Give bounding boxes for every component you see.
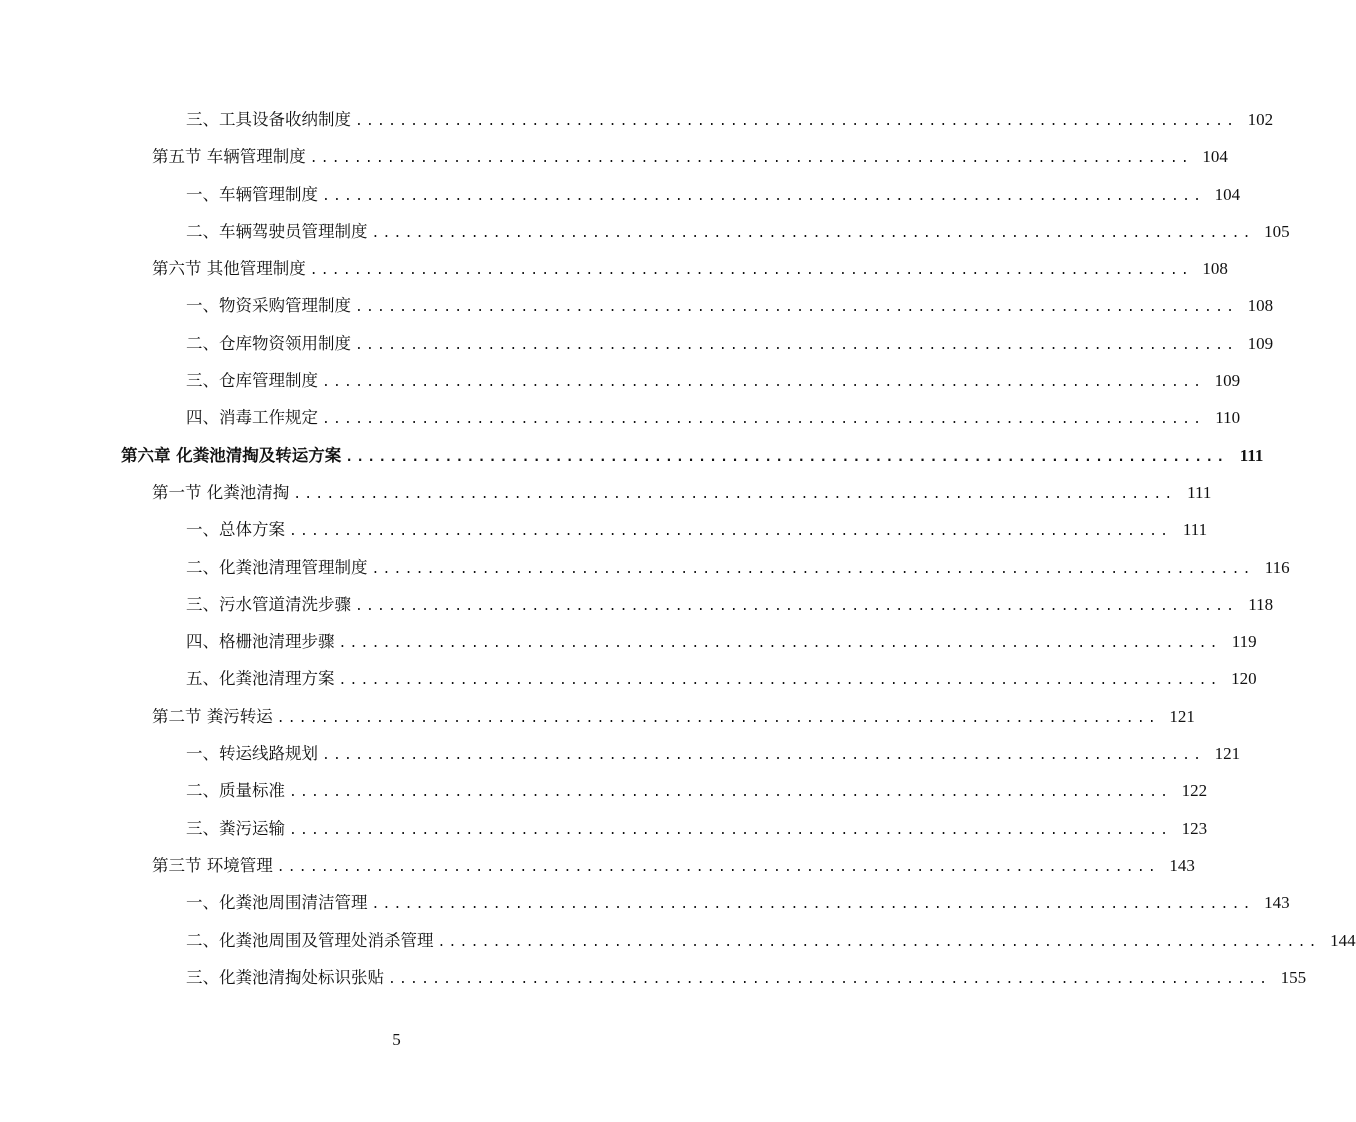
toc-entry-item[interactable] <box>0 213 1290 250</box>
toc-entry-title: 四、格栅池清理步骤 <box>186 632 335 652</box>
toc-entry-row <box>186 287 1274 324</box>
toc-dot-leader: ................................................................................ <box>355 337 1238 353</box>
toc-entry-page-number: 123 <box>1181 818 1208 838</box>
toc-entry-title: 第一节 化粪池清掏 <box>152 482 290 502</box>
toc-list <box>0 101 1356 996</box>
toc-entry-row <box>186 884 1290 921</box>
toc-entry-page-number: 111 <box>1239 445 1264 465</box>
toc-entry-section[interactable] <box>0 847 1195 884</box>
toc-entry-item[interactable] <box>0 586 1274 623</box>
toc-entry-page-number: 111 <box>1182 520 1208 540</box>
toc-entry-row <box>152 847 1195 884</box>
toc-entry-item[interactable] <box>0 623 1257 660</box>
toc-entry-title: 一、总体方案 <box>186 520 285 540</box>
toc-entry-item[interactable] <box>0 884 1290 921</box>
toc-dot-leader: ................................................................................ <box>322 375 1205 391</box>
toc-dot-leader: ................................................................................ <box>355 300 1238 316</box>
toc-dot-leader: ................................................................................ <box>338 673 1221 689</box>
toc-entry-title: 三、化粪池清掏处标识张贴 <box>186 967 384 987</box>
toc-dot-leader: ................................................................................ <box>345 449 1228 465</box>
toc-entry-row <box>186 623 1257 660</box>
toc-entry-page-number: 155 <box>1280 967 1307 987</box>
toc-entry-title: 第六节 其他管理制度 <box>152 259 306 279</box>
toc-dot-leader: ................................................................................ <box>309 263 1192 279</box>
toc-entry-item[interactable] <box>0 735 1241 772</box>
toc-entry-page-number: 143 <box>1264 893 1290 913</box>
toc-entry-item[interactable] <box>0 399 1241 436</box>
toc-entry-page-number: 109 <box>1247 333 1274 353</box>
toc-entry-section[interactable] <box>0 138 1228 175</box>
toc-dot-leader: ................................................................................ <box>322 748 1205 764</box>
toc-entry-page-number: 105 <box>1264 221 1290 241</box>
toc-entry-page-number: 143 <box>1169 855 1195 875</box>
toc-entry-item[interactable] <box>0 176 1241 213</box>
toc-entry-row <box>186 586 1274 623</box>
toc-dot-leader: ................................................................................ <box>322 188 1205 204</box>
toc-entry-row <box>152 474 1212 511</box>
toc-entry-page-number: 118 <box>1248 594 1274 614</box>
toc-entry-page-number: 108 <box>1247 296 1274 316</box>
toc-entry-row <box>186 325 1274 362</box>
toc-dot-leader: ................................................................................ <box>338 636 1221 652</box>
toc-entry-item[interactable] <box>0 549 1290 586</box>
toc-entry-title: 第五节 车辆管理制度 <box>152 147 306 167</box>
toc-dot-leader: ................................................................................ <box>276 859 1159 875</box>
toc-entry-page-number: 144 <box>1330 930 1356 950</box>
toc-dot-leader: ................................................................................ <box>276 710 1159 726</box>
toc-dot-leader: ................................................................................ <box>371 897 1254 913</box>
toc-entry-page-number: 116 <box>1264 557 1290 577</box>
toc-entry-row <box>121 437 1264 474</box>
toc-entry-item[interactable] <box>0 325 1274 362</box>
toc-entry-row <box>186 511 1208 548</box>
toc-entry-chapter[interactable] <box>0 437 1264 474</box>
toc-entry-item[interactable] <box>0 922 1356 959</box>
toc-entry-page-number: 109 <box>1214 371 1241 391</box>
toc-entry-item[interactable] <box>0 959 1307 996</box>
toc-entry-title: 二、化粪池周围及管理处消杀管理 <box>186 930 434 950</box>
toc-entry-item[interactable] <box>0 810 1208 847</box>
toc-entry-page-number: 104 <box>1202 147 1228 167</box>
toc-entry-page-number: 119 <box>1231 632 1257 652</box>
toc-entry-page-number: 121 <box>1169 706 1195 726</box>
toc-entry-page-number: 110 <box>1215 408 1241 428</box>
toc-entry-title: 第二节 粪污转运 <box>152 706 273 726</box>
toc-entry-section[interactable] <box>0 474 1212 511</box>
toc-entry-row <box>186 922 1356 959</box>
toc-dot-leader: ................................................................................ <box>289 822 1172 838</box>
toc-entry-page-number: 120 <box>1231 669 1257 689</box>
toc-entry-row <box>186 549 1290 586</box>
toc-entry-title: 四、消毒工作规定 <box>186 408 318 428</box>
toc-entry-section[interactable] <box>0 250 1228 287</box>
toc-entry-page-number: 104 <box>1214 184 1241 204</box>
toc-entry-title: 一、转运线路规划 <box>186 744 318 764</box>
toc-entry-row <box>186 959 1307 996</box>
toc-entry-title: 三、仓库管理制度 <box>186 371 318 391</box>
toc-entry-title: 二、车辆驾驶员管理制度 <box>186 221 368 241</box>
toc-entry-row <box>152 698 1195 735</box>
toc-entry-title: 五、化粪池清理方案 <box>186 669 335 689</box>
toc-entry-page-number: 121 <box>1214 744 1241 764</box>
toc-entry-row <box>186 213 1290 250</box>
toc-entry-title: 三、工具设备收纳制度 <box>186 110 351 129</box>
toc-dot-leader: ................................................................................ <box>322 412 1205 428</box>
toc-entry-title: 二、化粪池清理管理制度 <box>186 557 368 577</box>
toc-entry-row <box>186 660 1257 697</box>
toc-entry-row <box>186 101 1274 138</box>
toc-entry-page-number: 102 <box>1247 110 1274 129</box>
toc-entry-title: 一、车辆管理制度 <box>186 184 318 204</box>
toc-dot-leader: ................................................................................ <box>289 524 1172 540</box>
toc-entry-title: 一、化粪池周围清洁管理 <box>186 893 368 913</box>
page-number: 5 <box>392 1030 401 1049</box>
toc-entry-title: 第六章 化粪池清掏及转运方案 <box>121 445 342 465</box>
toc-entry-title: 二、仓库物资领用制度 <box>186 333 351 353</box>
toc-entry-item[interactable] <box>0 362 1241 399</box>
toc-entry-title: 一、物资采购管理制度 <box>186 296 351 316</box>
toc-dot-leader: ................................................................................ <box>388 971 1271 987</box>
toc-entry-item[interactable] <box>0 660 1257 697</box>
toc-entry-item[interactable] <box>0 101 1274 138</box>
toc-entry-title: 三、粪污运输 <box>186 818 285 838</box>
toc-entry-item[interactable] <box>0 287 1274 324</box>
toc-entry-item[interactable] <box>0 511 1208 548</box>
table-of-contents <box>0 101 1356 996</box>
toc-dot-leader: ................................................................................ <box>371 225 1254 241</box>
toc-dot-leader: ................................................................................ <box>437 934 1320 950</box>
toc-dot-leader: ................................................................................ <box>293 486 1176 502</box>
toc-entry-row <box>152 138 1228 175</box>
toc-dot-leader: ................................................................................ <box>289 785 1172 801</box>
toc-entry-row <box>186 735 1241 772</box>
toc-entry-row <box>186 362 1241 399</box>
toc-entry-page-number: 122 <box>1181 781 1208 801</box>
toc-entry-row <box>186 399 1241 436</box>
toc-dot-leader: ................................................................................ <box>355 114 1238 129</box>
toc-dot-leader: ................................................................................ <box>371 561 1254 577</box>
toc-entry-row <box>186 772 1208 809</box>
toc-entry-item[interactable] <box>0 772 1208 809</box>
toc-entry-row <box>186 176 1241 213</box>
toc-dot-leader: ................................................................................ <box>355 598 1238 614</box>
toc-entry-row <box>152 250 1228 287</box>
toc-dot-leader: ................................................................................ <box>309 151 1192 167</box>
toc-entry-page-number: 108 <box>1202 259 1228 279</box>
toc-entry-row <box>186 810 1208 847</box>
toc-entry-section[interactable] <box>0 698 1195 735</box>
toc-entry-title: 三、污水管道清洗步骤 <box>186 594 351 614</box>
toc-entry-page-number: 111 <box>1187 482 1212 502</box>
toc-entry-title: 第三节 环境管理 <box>152 855 273 875</box>
toc-entry-title: 二、质量标准 <box>186 781 285 801</box>
